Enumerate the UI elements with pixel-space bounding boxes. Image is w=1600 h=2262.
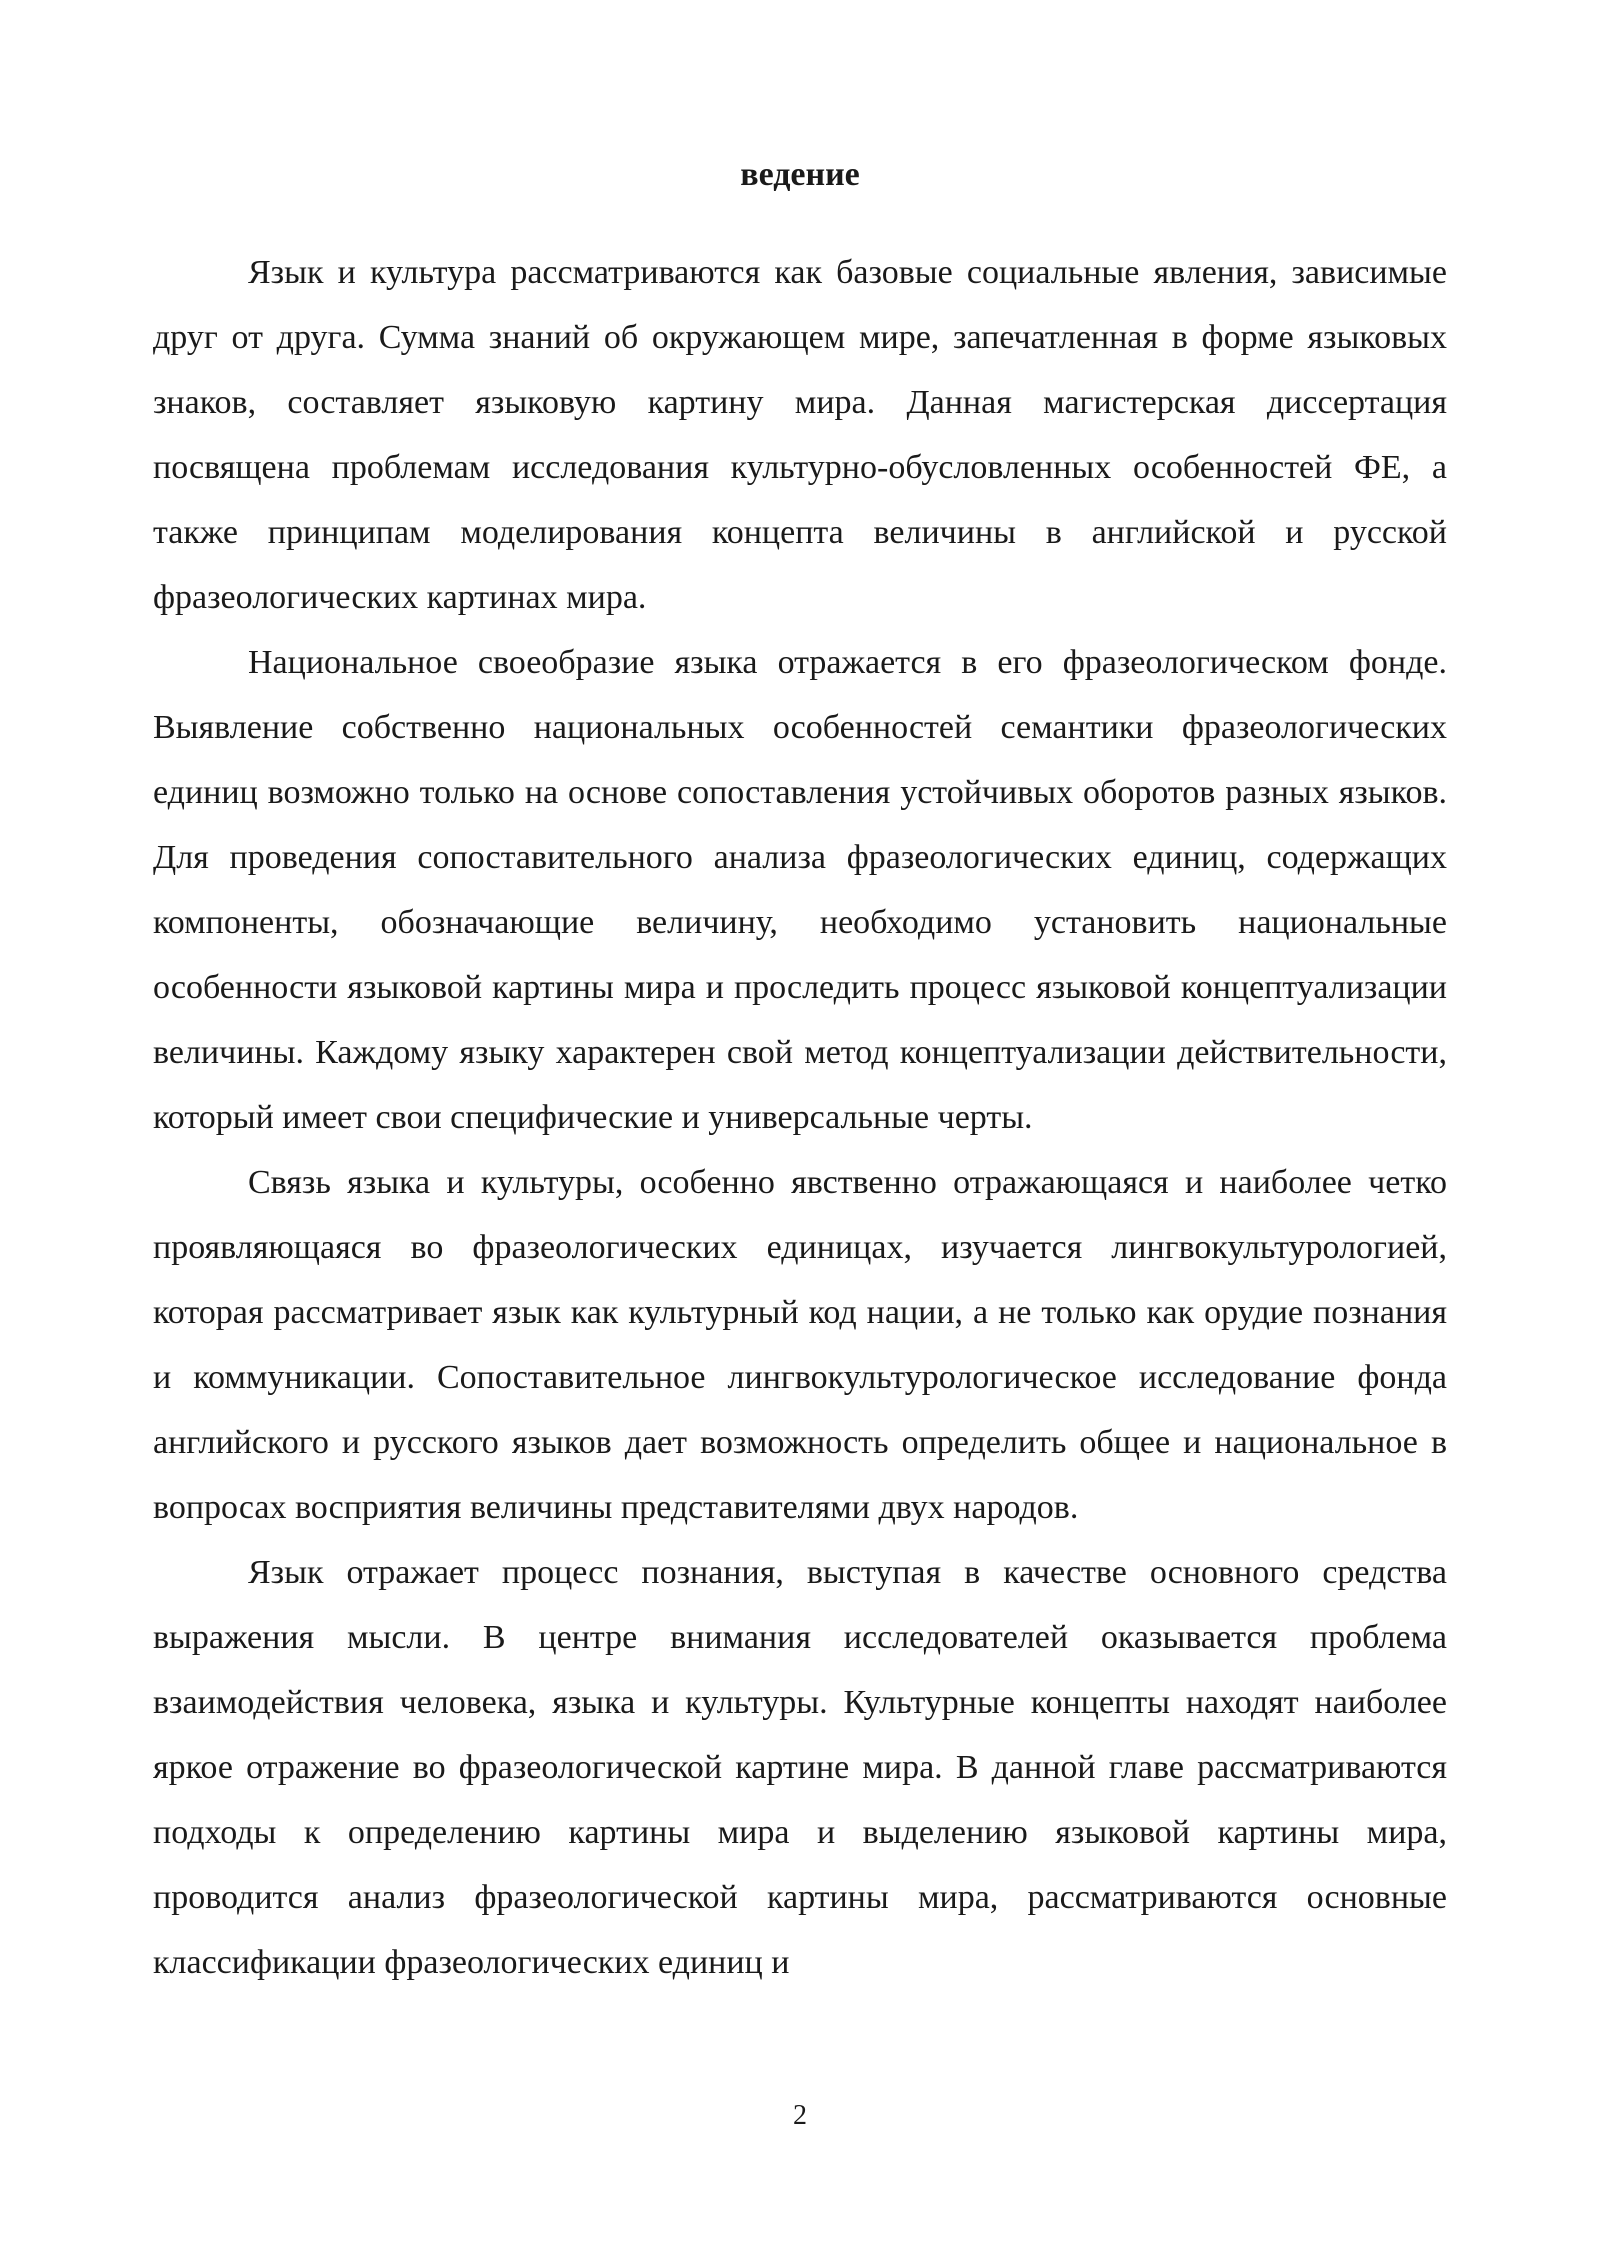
page-number: 2 <box>793 2100 807 2131</box>
paragraph-3: Связь языка и культуры, особенно явственно отражающаяся и наиболее четко проявляющаяся во фразеологических единицах, изучается лингвокультурологией, которая рассматривает язык как культурный код нации, а не только как орудие познания и коммуникации. Сопоставительное лингвокультурологическое исследование фонда английского и русского языков дает возможность определить общее и национальное в вопросах восприятия величины представителями двух народов. <box>153 1164 1447 1526</box>
paragraph-2: Национальное своеобразие языка отражается в его фразеологическом фонде. Выявление собственно национальных особенностей семантики фразеологических единиц возможно только на основе сопоставления устойчивых оборотов разных языков. Для проведения сопоставительного анализа фразеологических единиц, содержащих компоненты, обозначающие величину, необходимо установить национальные особенности языковой картины мира и проследить процесс языковой концептуализации величины. Каждому языку характерен свой метод концептуализации действительности, который имеет свои специфические и универсальные черты. <box>153 644 1447 1136</box>
body-text <box>153 240 1447 1995</box>
paragraph-1: Язык и культура рассматриваются как базовые социальные явления, зависимые друг от друга. Сумма знаний об окружающем мире, запечатленная в форме языковых знаков, составляет языковую картину мира. Данная магистерская диссертация посвящена проблемам исследования культурно-обусловленных особенностей ФЕ, а также принципам моделирования концепта величины в английской и русской фразеологических картинах мира. <box>153 254 1447 616</box>
section-title: ведение <box>740 156 860 193</box>
paragraph-4: Язык отражает процесс познания, выступая в качестве основного средства выражения мысли. В центре внимания исследователей оказывается проблема взаимодействия человека, языка и культуры. Культурные концепты находят наиболее яркое отражение во фразеологической картине мира. В данной главе рассматриваются подходы к определению картины мира и выделению языковой картины мира, проводится анализ фразеологической картины мира, рассматриваются основные классификации фразеологических единиц и <box>153 1554 1447 1981</box>
